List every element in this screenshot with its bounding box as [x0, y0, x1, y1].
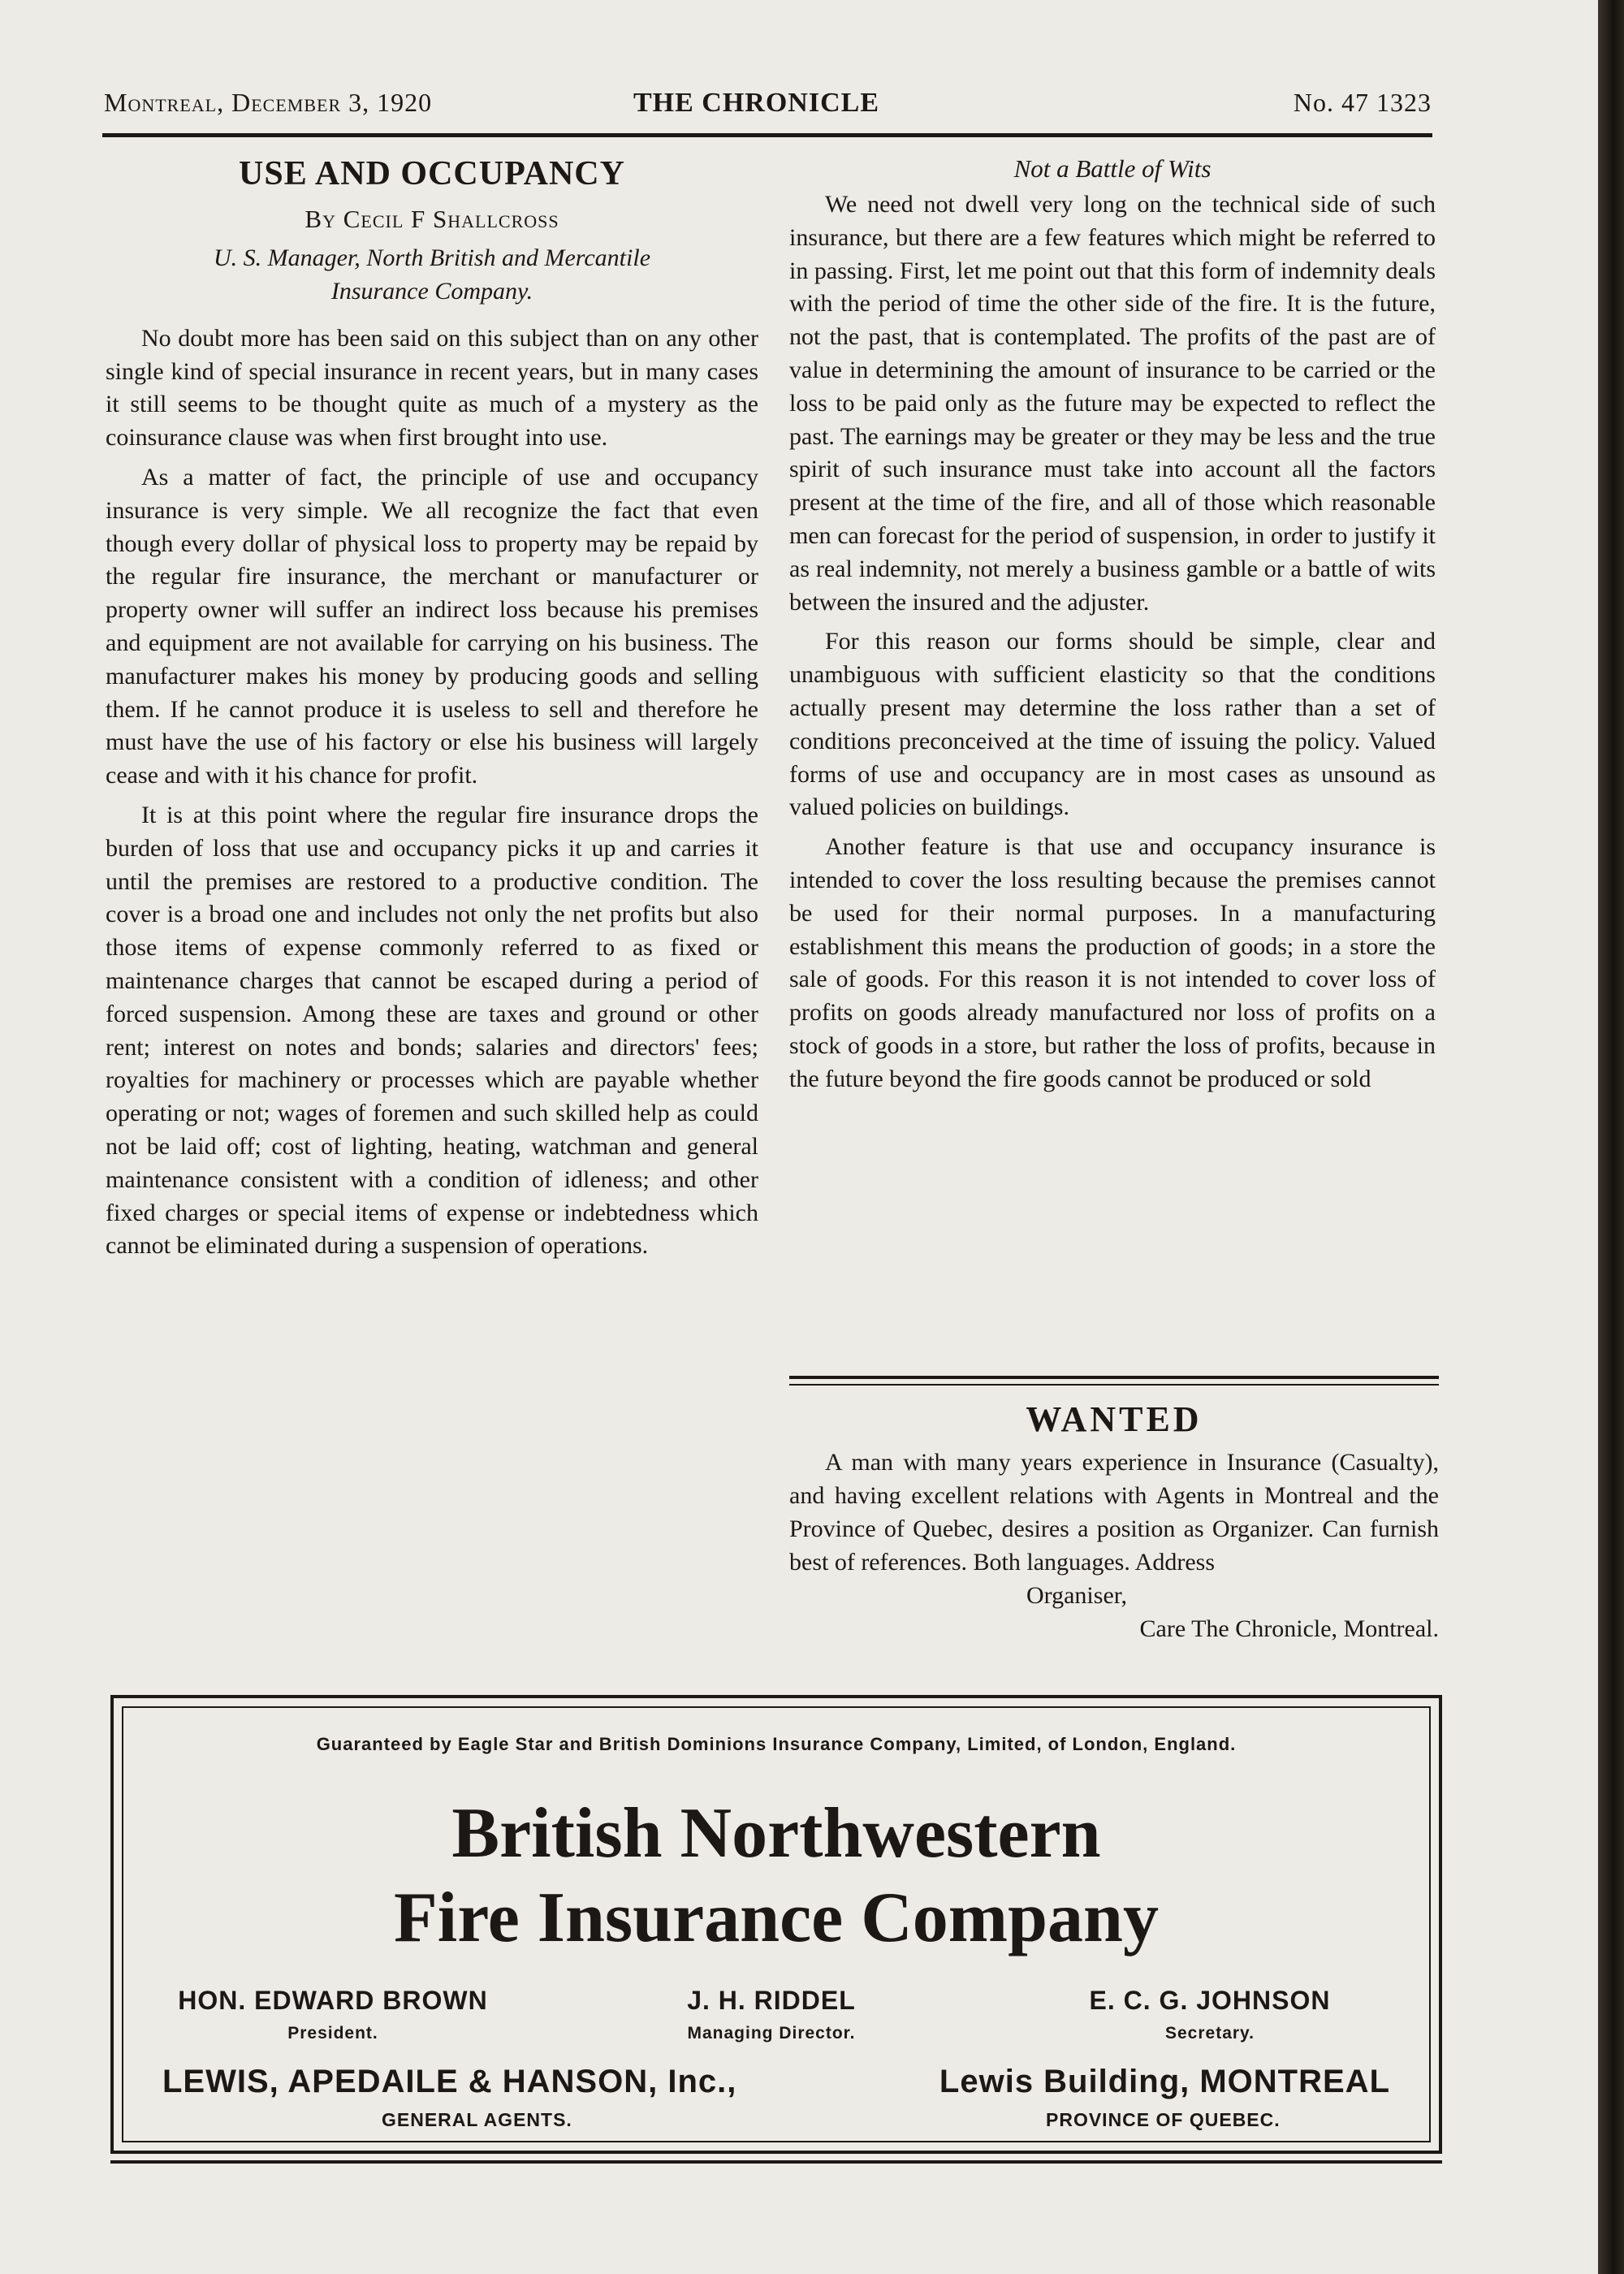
- article-byline: By Cecil F Shallcross: [304, 205, 559, 233]
- article-paragraph: Another feature is that use and occupancy insurance is intended to cover the loss resulting because the premises cannot be used for their normal purposes. In a manufacturing establishment this means the production of goods; in a store the sale of goods. For this reason it is not intended to cover loss of profits on goods already manufactured nor loss of profits on a stock of goods in a store, but rather the loss of profits, because in the future beyond the fire goods cannot be produced or sold: [789, 833, 1436, 1092]
- author-affiliation: [106, 241, 758, 308]
- wanted-top-rule: [789, 1376, 1439, 1386]
- article-paragraph: As a matter of fact, the principle of use and occupancy insurance is very simple. We all recognize the fact that even though every dollar of physical loss to property may be repaid by the regular fire insurance, the merchant or manufacturer or property owner will suffer an indirect loss because his premises and equipment are not available for carrying on his business. The manufacturer makes his money by producing goods and selling them. If he cannot produce it is useless to sell and therefore he must have the use of his factory or else his business will largely cease and with it his chance for profit.: [106, 463, 758, 789]
- agents-province: PROVINCE OF QUEBEC.: [1046, 2109, 1281, 2130]
- officer-title: Managing Director.: [687, 2024, 856, 2043]
- officer-name: J. H. RIDDEL: [687, 1986, 856, 2015]
- article-paragraph: We need not dwell very long on the technical side of such insurance, but there are a few features which might be referred to in passing. First, let me point out that this form of indemnity deals with the period of time the other side of the fire. It is the future, not the past, that is contemplated. The profits of the past are of value in determining the amount of insurance to be carried or the loss to be paid only as the future may be expected to reflect the past. The earnings may be greater or they may be less and the true spirit of such insurance must take into account all the factors present at the time of the fire, and all of those which reasonable men can forecast for the period of suspension, in order to justify it as real indemnity, not merely a business gamble or a battle of wits between the insured and the adjuster.: [789, 191, 1436, 616]
- ad-bottom-rule: [110, 2160, 1442, 2164]
- right-column-body: [789, 188, 1436, 1096]
- issue-page-number: No. 47 1323: [1293, 88, 1432, 117]
- officer-name: E. C. G. JOHNSON: [1089, 1986, 1331, 2015]
- wanted-body: A man with many years experience in Insurance (Casualty), and having excellent relations with Agents in Montreal and the Province of Quebec, desires a position as Organizer. Can furnish best of references. Both languages. Address: [789, 1449, 1439, 1576]
- company-name: [114, 1792, 1439, 1961]
- section-subhead: Not a Battle of Wits: [1013, 154, 1212, 183]
- right-column: [789, 149, 1436, 1103]
- wanted-address-name: Organiser,: [1026, 1582, 1128, 1609]
- company-name-line-1: British Northwestern: [451, 1794, 1101, 1873]
- running-head: [104, 88, 1432, 128]
- header-rule: [102, 133, 1432, 137]
- ad-guarantee-line: Guaranteed by Eagle Star and British Dominions Insurance Company, Limited, of London, England.: [316, 1734, 1237, 1754]
- wanted-advertisement: [789, 1397, 1439, 1645]
- article-paragraph: No doubt more has been said on this subject than on any other single kind of special insurance in recent years, but in many cases it still seems to be thought quite as much of a mystery as the coinsurance clause was when first brought into use.: [106, 324, 758, 452]
- affiliation-line-2: Insurance Company.: [330, 277, 533, 305]
- officer-title: Secretary.: [1164, 2024, 1255, 2043]
- company-advertisement: [110, 1695, 1442, 2154]
- agents-label: GENERAL AGENTS.: [382, 2109, 572, 2130]
- agents-address: Lewis Building, MONTREAL: [939, 2064, 1390, 2099]
- officer-name: HON. EDWARD BROWN: [178, 1986, 488, 2015]
- officer-title: President.: [287, 2024, 378, 2043]
- affiliation-line-1: U. S. Manager, North British and Mercantile: [213, 244, 651, 271]
- officer-managing-director: [601, 1986, 942, 2043]
- officer-president: [162, 1986, 503, 2043]
- dateline: Montreal, December 3, 1920: [104, 88, 433, 117]
- article-paragraph: For this reason our forms should be simple, clear and unambiguous with sufficient elasticity so that the conditions actually present may determine the loss rather than a set of conditions preconceived at the time of issuing the policy. Valued forms of use and occupancy are in most cases as unsound as valued policies on buildings.: [789, 628, 1436, 821]
- agents-name: LEWIS, APEDAILE & HANSON, Inc.,: [162, 2064, 737, 2099]
- publication-title: THE CHRONICLE: [633, 88, 879, 118]
- wanted-address-line: Care The Chronicle, Montreal.: [1139, 1615, 1439, 1642]
- officer-secretary: [1039, 1986, 1380, 2043]
- article-paragraph: It is at this point where the regular fire insurance drops the burden of loss that use and occupancy picks it up and carries it until the premises are restored to a productive condition. The cover is a broad one and includes not only the net profits but also those items of expense commonly referred to as fixed or maintenance charges that cannot be escaped during a period of forced suspension. Among these are taxes and ground or other rent; interest on notes and bonds; salaries and directors' fees; royalties for machinery or processes which are payable whether operating or not; wages of foremen and such skilled help as could not be laid off; cost of lighting, heating, watchman and general maintenance consistent with a condition of idleness; and other fixed charges or special items of expense or indebtedness which cannot be eliminated during a suspension of operations.: [106, 801, 758, 1260]
- company-name-line-2: Fire Insurance Company: [394, 1878, 1159, 1957]
- page-binding-edge: [1598, 0, 1624, 2274]
- article-title: USE AND OCCUPANCY: [239, 155, 625, 192]
- left-column: [106, 149, 758, 1269]
- wanted-title: WANTED: [1026, 1399, 1203, 1439]
